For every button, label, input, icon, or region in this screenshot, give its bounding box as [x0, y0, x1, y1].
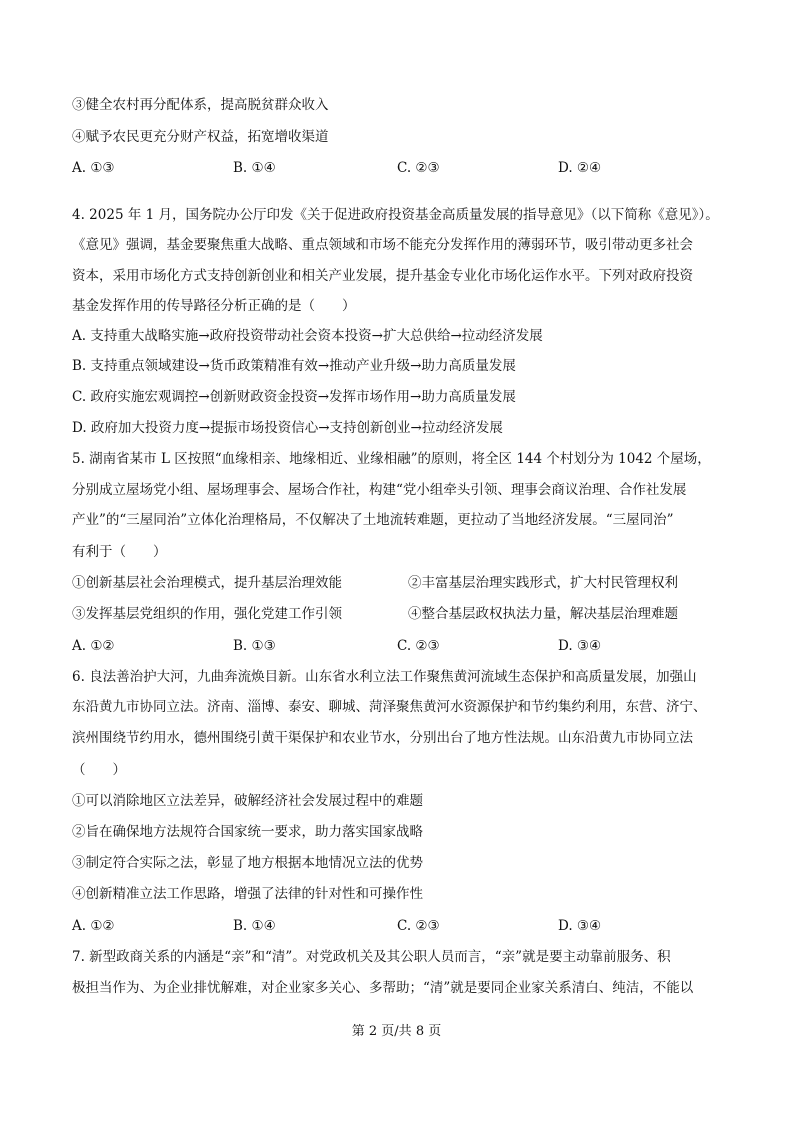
q6-option-a: A. ①②	[72, 918, 115, 934]
q5-option-a: A. ①②	[72, 638, 115, 654]
q4-stem-line-1: 4. 2025 年 1 月，国务院办公厅印发《关于促进政府投资基金高质量发展的指导意见》（以下简称《意见》）。	[72, 207, 719, 223]
q6-stem-line-3: 滨州围绕节约用水，德州围绕引黄干渠保护和农业节水，分别出台了地方性法规。山东沿黄九市协同立法	[72, 730, 693, 746]
q6-item-3: ③制定符合实际之法，彰显了地方根据本地情况立法的优势	[72, 855, 423, 871]
q6-item-1: ①可以消除地区立法差异，破解经济社会发展过程中的难题	[72, 793, 423, 809]
q4-choice-b: B. 支持重点领域建设→货币政策精准有效→推动产业升级→助力高质量发展	[72, 358, 516, 374]
q6-stem-line-1: 6. 良法善治护大河，九曲奔流焕目新。山东省水利立法工作聚焦黄河流域生态保护和高质量发展，加强山	[72, 669, 697, 685]
q4-choice-d: D. 政府加大投资力度→提振市场投资信心→支持创新创业→拉动经济发展	[72, 420, 503, 436]
page-number: 第 2 页/共 8 页	[351, 1024, 442, 1039]
q5-item-1: ①创新基层社会治理模式，提升基层治理效能	[72, 575, 342, 591]
q4-stem-line-4: 基金发挥作用的传导路径分析正确的是（ ）	[72, 298, 356, 314]
q3-option-c: C. ②③	[397, 160, 440, 176]
q3-option-b: B. ①④	[233, 160, 276, 176]
q5-stem-line-1: 5. 湖南省某市 L 区按照“血缘相亲、地缘相近、业缘相融”的原则，将全区 144 个村划分为 1042 个屋场，	[72, 451, 711, 467]
q7-stem-line-1: 7. 新型政商关系的内涵是“亲”和“清”。对党政机关及其公职人员而言，“亲”就是要主动靠前服务、积	[72, 949, 671, 965]
q4-choice-c: C. 政府实施宏观调控→创新财政资金投资→发挥市场作用→助力高质量发展	[72, 389, 516, 405]
q6-option-d: D. ③④	[558, 918, 602, 934]
q5-option-c: C. ②③	[397, 638, 440, 654]
q3-item-4: ④赋予农民更充分财产权益，拓宽增收渠道	[72, 129, 329, 145]
q5-stem-line-4: 有利于（ ）	[72, 544, 167, 560]
q7-stem-line-2: 极担当作为、为企业排忧解难，对企业家多关心、多帮助；“清”就是要同企业家关系清白、纯洁，不能以	[72, 980, 694, 996]
q6-item-4: ④创新精准立法工作思路，增强了法律的针对性和可操作性	[72, 886, 423, 902]
q3-option-d: D. ②④	[558, 160, 602, 176]
q5-stem-line-3: 产业”的“三屋同治”立体化治理格局，不仅解决了土地流转难题，更拉动了当地经济发展。“三屋同治”	[72, 512, 674, 528]
q6-option-c: C. ②③	[397, 918, 440, 934]
q5-option-b: B. ①③	[233, 638, 276, 654]
q4-stem-line-2: 《意见》强调，基金要聚焦重大战略、重点领域和市场不能充分发挥作用的薄弱环节，吸引带动更多社会	[72, 237, 693, 253]
q5-item-3: ③发挥基层党组织的作用，强化党建工作引领	[72, 606, 342, 622]
q5-item-4: ④整合基层政权执法力量，解决基层治理难题	[408, 606, 678, 622]
q5-item-2: ②丰富基层治理实践形式，扩大村民管理权利	[408, 575, 678, 591]
q6-item-2: ②旨在确保地方法规符合国家统一要求，助力落实国家战略	[72, 824, 423, 840]
q6-stem-line-4: （ ）	[72, 762, 126, 778]
q3-option-a: A. ①③	[72, 160, 115, 176]
q3-item-3: ③健全农村再分配体系，提高脱贫群众收入	[72, 97, 329, 113]
q4-stem-line-3: 资本，采用市场化方式支持创新创业和相关产业发展，提升基金专业化市场化运作水平。下列对政府投资	[72, 268, 693, 284]
q6-option-b: B. ①④	[233, 918, 276, 934]
q4-choice-a: A. 支持重大战略实施→政府投资带动社会资本投资→扩大总供给→拉动经济发展	[72, 328, 543, 344]
q5-option-d: D. ③④	[558, 638, 602, 654]
q6-stem-line-2: 东沿黄九市协同立法。济南、淄博、泰安、聊城、菏泽聚焦黄河水资源保护和节约集约利用，东营、济宁、	[72, 699, 707, 715]
q5-stem-line-2: 分别成立屋场党小组、屋场理事会、屋场合作社，构建“党小组牵头引领、理事会商议治理、合作社发展	[72, 482, 687, 498]
